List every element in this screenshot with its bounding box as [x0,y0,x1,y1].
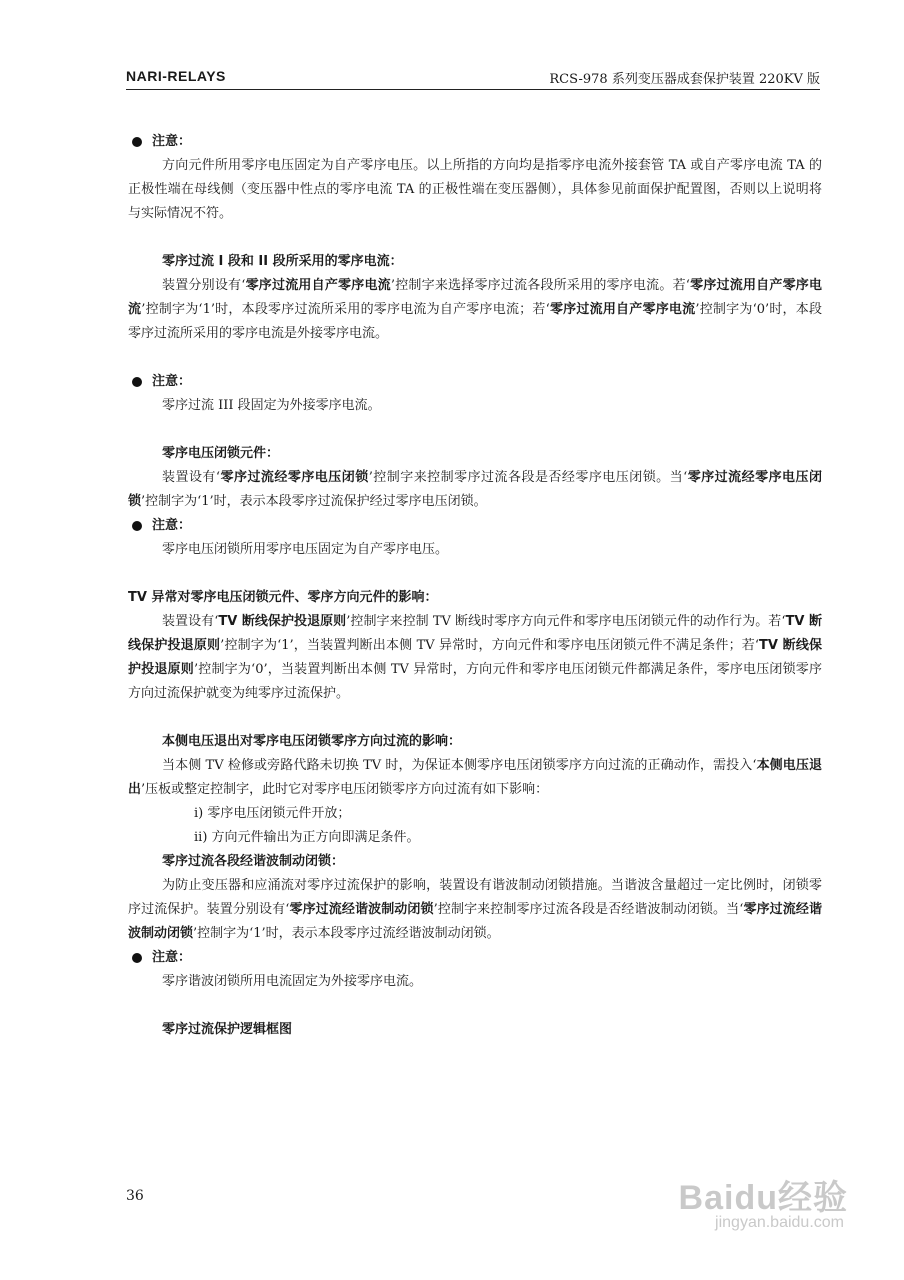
section-title: 零序过流保护逻辑框图 [162,1022,293,1037]
note-heading [128,514,822,538]
bullet-icon [132,953,142,963]
page-number: 36 [126,1188,144,1204]
control-word: 零序过流经零序电压闭锁 [128,470,822,509]
section-title: 零序电压闭锁元件： [162,446,280,461]
section-title: 零序过流 I 段和 II 段所采用的零序电流： [162,254,403,269]
document-body [128,130,822,1042]
watermark-url: jingyan.baidu.com [715,1214,844,1231]
note-heading [128,130,822,154]
control-word: 零序过流用自产零序电流 [245,278,391,293]
note-heading-text: 注意： [152,518,192,533]
control-word: 零序过流经谐波制动闭锁 [289,902,434,917]
list-item: ii) 方向元件输出为正方向即满足条件。 [194,830,420,845]
control-word: TV 断线保护投退原则 [128,638,822,677]
header-brand: NARI-RELAYS [126,68,226,84]
control-word: 本侧电压退出 [128,758,822,797]
note-heading [128,946,822,970]
section-paragraph: 装置设有‘TV 断线保护投退原则’控制字来控制 TV 断线时零序方向元件和零序电压闭锁元件的动作行为。若‘TV 断线保护投退原则’控制字为‘1’，当装置判断出本侧 TV 异常时，方向元件和零序电压闭锁元件不满足条件；若‘TV 断线保护投退原则’控制字为‘0’，当装置判断出本侧 TV 异常时，方向元件和零序电压闭锁元件都满足条件，零序电压闭锁零序方向过流保护就变为纯零序过流保护。 [128,614,822,701]
note-heading-text: 注意： [152,134,192,149]
control-word: 零序过流经谐波制动闭锁 [128,902,822,941]
bullet-icon [132,377,142,387]
control-word: 零序过流用自产零序电流 [128,278,822,317]
watermark-logo: Baidu经验 [678,1179,848,1217]
control-word: 零序过流经零序电压闭锁 [220,470,369,485]
section-paragraph: 为防止变压器和应涌流对零序过流保护的影响，装置设有谐波制动闭锁措施。当谐波含量超过一定比例时，闭锁零序过流保护。装置分别设有‘零序过流经谐波制动闭锁’控制字来控制零序过流各段是否经谐波制动闭锁。当‘零序过流经谐波制动闭锁’控制字为‘1’时，表示本段零序过流经谐波制动闭锁。 [128,878,822,941]
note-heading-text: 注意： [152,374,192,389]
note-body: 零序电压闭锁所用零序电压固定为自产零序电压。 [162,542,449,557]
note-body: 方向元件所用零序电压固定为自产零序电压。以上所指的方向均是指零序电流外接套管 TA 或自产零序电流 TA 的正极性端在母线侧（变压器中性点的零序电流 TA 的正极性端在变压器侧），具体参见前面保护配置图，否则以上说明将与实际情况不符。 [128,158,822,221]
list-item: i) 零序电压闭锁元件开放； [194,806,351,821]
header-divider [126,89,820,90]
bullet-icon [132,137,142,147]
header-title: RCS-978 系列变压器成套保护装置 220KV 版 [549,72,820,87]
section-title: 本侧电压退出对零序电压闭锁零序方向过流的影响： [162,734,462,749]
control-word: TV 断线保护投退原则 [218,614,347,629]
note-body: 零序过流 III 段固定为外接零序电流。 [162,398,381,413]
section-paragraph: 装置分别设有‘零序过流用自产零序电流’控制字来选择零序过流各段所采用的零序电流。若‘零序过流用自产零序电流’控制字为‘1’时，本段零序过流所采用的零序电流为自产零序电流；若‘零序过流用自产零序电流’控制字为‘0’时，本段零序过流所采用的零序电流是外接零序电流。 [128,278,822,341]
section-paragraph: 装置设有‘零序过流经零序电压闭锁’控制字来控制零序过流各段是否经零序电压闭锁。当‘零序过流经零序电压闭锁’控制字为‘1’时，表示本段零序过流保护经过零序电压闭锁。 [128,470,822,509]
note-body: 零序谐波闭锁所用电流固定为外接零序电流。 [162,974,423,989]
control-word: TV 断线保护投退原则 [128,614,822,653]
control-word: 零序过流用自产零序电流 [549,302,696,317]
section-title: TV 异常对零序电压闭锁元件、零序方向元件的影响： [128,590,438,605]
watermark [638,1166,848,1236]
note-heading [128,370,822,394]
section-title: 零序过流各段经谐波制动闭锁： [162,854,345,869]
note-heading-text: 注意： [152,950,192,965]
bullet-icon [132,521,142,531]
section-paragraph: 当本侧 TV 检修或旁路代路未切换 TV 时，为保证本侧零序电压闭锁零序方向过流的正确动作，需投入‘本侧电压退出’压板或整定控制字，此时它对零序电压闭锁零序方向过流有如下影响： [128,758,822,797]
